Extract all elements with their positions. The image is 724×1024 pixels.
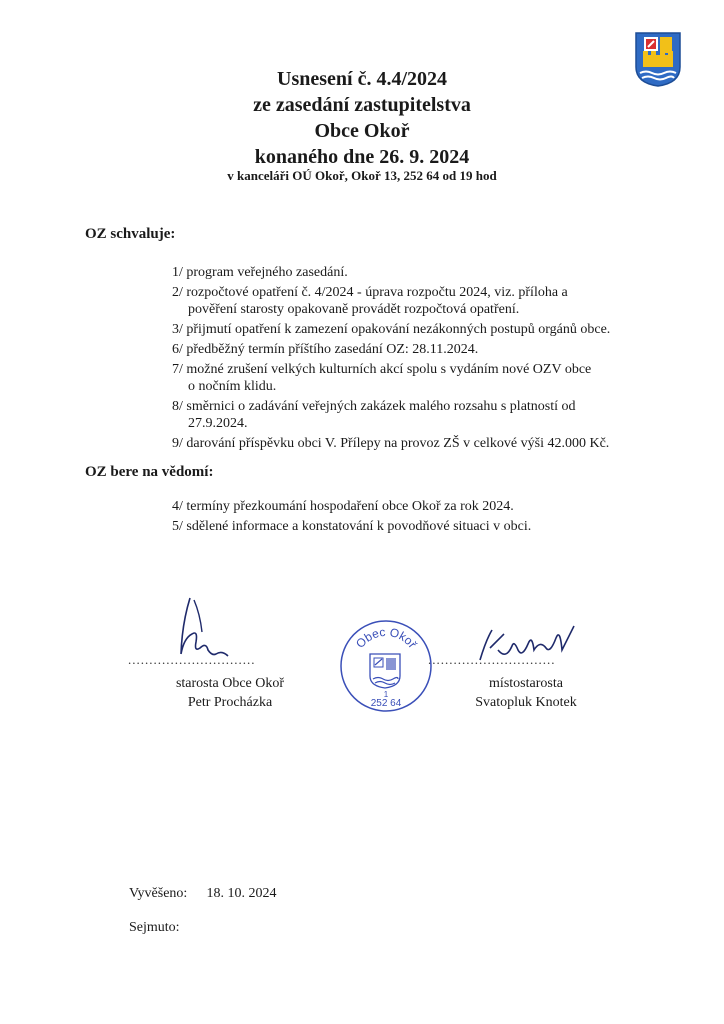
approves-heading: OZ schvaluje: — [85, 226, 176, 242]
svg-text:Obec Okoř — [353, 625, 420, 652]
official-stamp — [338, 618, 434, 714]
list-item: 4/ termíny přezkoumání hospodaření obce Okoř za rok 2024. — [172, 499, 514, 514]
list-item: 3/ přijmutí opatření k zamezení opakování nezákonných postupů orgánů obce. — [172, 322, 611, 337]
list-item: 2/ rozpočtové opatření č. 4/2024 - úprava rozpočtu 2024, viz. příloha a pověření starosty opakovaně provádět rozpočtová opatření. — [172, 285, 568, 317]
signer-name: Svatopluk Knotek — [475, 695, 577, 710]
list-item: 7/ možné zrušení velkých kulturních akcí spolu s vydáním nové OZV obce o nočním klidu. — [172, 362, 592, 394]
notes-list — [172, 498, 531, 538]
notes-heading: OZ bere na vědomí: — [85, 464, 214, 480]
signature-line: .............................. — [428, 652, 556, 667]
deputy-signature-block — [446, 674, 606, 712]
title-line: Usnesení č. 4.4/2024 — [277, 68, 447, 90]
posted-row — [129, 886, 277, 902]
signer-name: Petr Procházka — [187, 695, 273, 710]
removed-row — [129, 920, 180, 936]
meeting-location: v kanceláři OÚ Okoř, Okoř 13, 252 64 od 19 hod — [227, 168, 497, 183]
stamp-number: 1 — [383, 690, 389, 699]
stamp-zip: 252 64 — [370, 698, 402, 709]
signer-role: starosta Obce Okoř — [175, 676, 285, 691]
signer-role: místostarosta — [489, 676, 563, 691]
title-line: konaného dne 26. 9. 2024 — [254, 146, 470, 168]
posted-label: Vyvěšeno: — [129, 886, 188, 901]
list-item: 9/ darování příspěvku obci V. Přílepy na provoz ZŠ v celkové výši 42.000 Kč. — [172, 436, 610, 451]
title-line: ze zasedání zastupitelstva — [253, 94, 471, 116]
stamp-crest-icon — [370, 654, 400, 688]
list-item: 6/ předběžný termín příštího zasedání OZ: 28.11.2024. — [172, 342, 479, 357]
list-item: 1/ program veřejného zasedání. — [172, 265, 348, 280]
mayor-signature-block — [150, 674, 310, 712]
title-line: Obce Okoř — [314, 120, 410, 142]
removed-label: Sejmuto: — [129, 920, 180, 935]
list-item: 5/ sdělené informace a konstatování k povodňové situaci v obci. — [172, 519, 532, 534]
list-item: 8/ směrnici o zadávání veřejných zakázek malého rozsahu s platností od 27.9.2024. — [172, 399, 576, 431]
approves-list — [172, 264, 610, 455]
stamp-text: Obec Okoř — [352, 624, 420, 651]
posted-date: 18. 10. 2024 — [206, 886, 277, 901]
document-title — [0, 66, 724, 170]
signature-line: .............................. — [128, 652, 256, 667]
